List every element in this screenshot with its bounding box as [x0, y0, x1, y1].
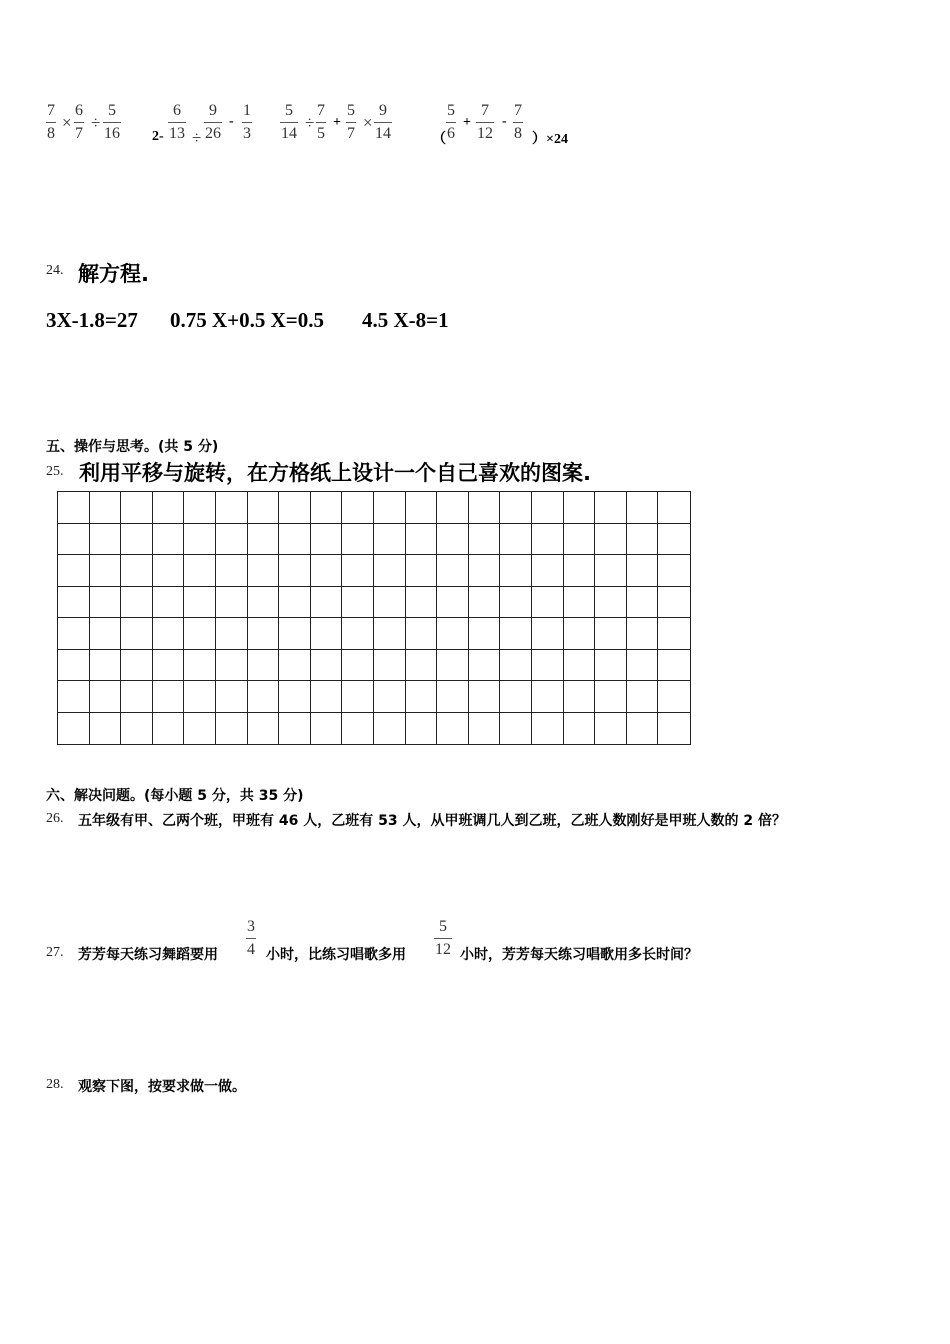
grid-cell: [406, 555, 438, 587]
grid-cell: [216, 650, 248, 682]
grid-cell: [311, 681, 343, 713]
grid-cell: [564, 681, 596, 713]
grid-cell: [279, 681, 311, 713]
grid-cell: [342, 618, 374, 650]
grid-cell: [184, 587, 216, 619]
grid-cell: [374, 681, 406, 713]
section-title: 五、操作与思考。(共 5 分): [46, 439, 219, 455]
grid-cell: [406, 524, 438, 556]
grid-cell: [374, 713, 406, 745]
grid-cell: [595, 587, 627, 619]
grid-cell: [342, 587, 374, 619]
open-paren: （: [432, 132, 446, 147]
grid-cell: [311, 713, 343, 745]
question-text: 观察下图，按要求做一做。: [78, 1079, 246, 1095]
grid-cell: [406, 618, 438, 650]
grid-cell: [374, 587, 406, 619]
question-title: 利用平移与旋转，在方格纸上设计一个自己喜欢的图案.: [79, 461, 591, 485]
grid-cell: [437, 492, 469, 524]
grid-cell: [311, 618, 343, 650]
grid-cell: [564, 650, 596, 682]
grid-cell: [279, 555, 311, 587]
grid-cell: [469, 587, 501, 619]
equation-3: 4.5 X-8=1: [362, 308, 449, 332]
grid-cell: [342, 555, 374, 587]
grid-cell: [342, 492, 374, 524]
question-number: 24.: [46, 263, 64, 278]
fraction: 7 8: [514, 102, 522, 142]
grid-cell: [406, 713, 438, 745]
grid-cell: [532, 650, 564, 682]
grid-cell: [627, 650, 659, 682]
grid-cell: [248, 618, 280, 650]
grid-cell: [595, 650, 627, 682]
grid-cell: [90, 713, 122, 745]
grid-cell: [216, 681, 248, 713]
grid-cell: [658, 713, 690, 745]
grid-cell: [627, 618, 659, 650]
grid-cell: [311, 650, 343, 682]
grid-cell: [532, 555, 564, 587]
grid-cell: [406, 587, 438, 619]
fraction: 3 4: [247, 918, 255, 958]
grid-cell: [469, 492, 501, 524]
grid-cell: [469, 555, 501, 587]
divide-sign: ÷: [91, 113, 101, 132]
grid-cell: [342, 681, 374, 713]
grid-cell: [248, 555, 280, 587]
grid-cell: [216, 555, 248, 587]
grid-cell: [627, 713, 659, 745]
grid-cell: [374, 618, 406, 650]
grid-cell: [153, 587, 185, 619]
grid-cell: [58, 713, 90, 745]
grid-cell: [342, 524, 374, 556]
prefix: 2-: [152, 129, 164, 144]
grid-cell: [437, 681, 469, 713]
grid-cell: [532, 618, 564, 650]
grid-cell: [564, 618, 596, 650]
grid-cell: [153, 524, 185, 556]
plus-sign: +: [333, 115, 341, 130]
grid-cell: [279, 713, 311, 745]
grid-cell: [374, 492, 406, 524]
grid-cell: [658, 587, 690, 619]
grid-cell: [595, 524, 627, 556]
grid-cell: [58, 524, 90, 556]
grid-cell: [58, 492, 90, 524]
question-text: 五年级有甲、乙两个班，甲班有 46 人，乙班有 53 人，从甲班调几人到乙班，乙班人数刚好是甲班人数的 2 倍？: [78, 813, 786, 829]
grid-cell: [121, 618, 153, 650]
grid-cell: [279, 618, 311, 650]
grid-cell: [406, 681, 438, 713]
multiply-sign: ×: [62, 113, 72, 132]
grid-cell: [311, 555, 343, 587]
grid-cell: [58, 618, 90, 650]
grid-cell: [564, 587, 596, 619]
grid-cell: [532, 713, 564, 745]
grid-cell: [437, 650, 469, 682]
close-paren-times-24: ）×24: [532, 132, 568, 147]
grid-cell: [532, 524, 564, 556]
grid-cell: [216, 524, 248, 556]
minus-sign: -: [502, 114, 507, 129]
grid-cell: [469, 524, 501, 556]
fraction: 5 7: [347, 102, 355, 142]
grid-cell: [469, 681, 501, 713]
grid-cell: [153, 555, 185, 587]
grid-cell: [184, 492, 216, 524]
grid-cell: [90, 618, 122, 650]
grid-cell: [311, 524, 343, 556]
fraction: 7 12: [477, 102, 493, 142]
fraction: 5 6: [447, 102, 455, 142]
grid-paper: [57, 491, 691, 745]
grid-cell: [184, 681, 216, 713]
grid-cell: [311, 587, 343, 619]
grid-cell: [627, 524, 659, 556]
grid-cell: [248, 681, 280, 713]
grid-cell: [153, 681, 185, 713]
grid-cell: [58, 555, 90, 587]
fraction: 7 5: [317, 102, 325, 142]
grid-cell: [153, 492, 185, 524]
grid-cell: [184, 524, 216, 556]
grid-cell: [469, 650, 501, 682]
divide-sign: ÷: [305, 113, 315, 132]
grid-cell: [437, 555, 469, 587]
grid-cell: [342, 650, 374, 682]
divide-sign: ÷: [192, 128, 202, 147]
grid-cell: [184, 650, 216, 682]
grid-cell: [121, 681, 153, 713]
question-text-part2: 小时，比练习唱歌多用: [266, 947, 406, 963]
grid-cell: [121, 713, 153, 745]
grid-cell: [121, 587, 153, 619]
grid-cell: [311, 492, 343, 524]
grid-cell: [658, 618, 690, 650]
grid-cell: [58, 681, 90, 713]
grid-cell: [469, 618, 501, 650]
fraction: 5 12: [435, 918, 451, 958]
grid-cell: [500, 681, 532, 713]
grid-cell: [279, 587, 311, 619]
grid-cell: [437, 713, 469, 745]
grid-cell: [500, 587, 532, 619]
equation-1: 3X-1.8=27: [46, 308, 138, 332]
fraction: 9 14: [375, 102, 391, 142]
grid-cell: [500, 492, 532, 524]
grid-cell: [374, 555, 406, 587]
question-title: 解方程.: [78, 262, 149, 286]
grid-cell: [437, 524, 469, 556]
grid-cell: [406, 492, 438, 524]
grid-cell: [595, 618, 627, 650]
grid-cell: [374, 524, 406, 556]
grid-cell: [532, 492, 564, 524]
grid-cell: [248, 492, 280, 524]
grid-cell: [121, 555, 153, 587]
grid-cell: [90, 555, 122, 587]
grid-cell: [184, 555, 216, 587]
grid-cell: [500, 555, 532, 587]
section-title: 六、解决问题。(每小题 5 分，共 35 分): [46, 788, 304, 804]
grid-cell: [90, 681, 122, 713]
grid-cell: [595, 713, 627, 745]
grid-cell: [658, 681, 690, 713]
grid-cell: [500, 524, 532, 556]
grid-cell: [374, 650, 406, 682]
grid-cell: [248, 650, 280, 682]
grid-cell: [658, 492, 690, 524]
grid-cell: [564, 492, 596, 524]
equation-2: 0.75 X+0.5 X=0.5: [170, 308, 325, 332]
grid-cell: [532, 681, 564, 713]
question-number: 26.: [46, 811, 64, 826]
fraction: 1 3: [243, 102, 251, 142]
grid-cell: [627, 555, 659, 587]
grid-cell: [90, 587, 122, 619]
grid-cell: [564, 713, 596, 745]
grid-cell: [248, 587, 280, 619]
fraction: 5 16: [104, 102, 120, 142]
grid-cell: [90, 492, 122, 524]
grid-cell: [627, 587, 659, 619]
grid-cell: [658, 650, 690, 682]
grid-cell: [58, 650, 90, 682]
grid-cell: [500, 713, 532, 745]
grid-cell: [564, 555, 596, 587]
plus-sign: +: [463, 115, 471, 130]
minus-sign: -: [229, 114, 234, 129]
grid-cell: [184, 713, 216, 745]
grid-cell: [216, 492, 248, 524]
fraction: 6 13: [169, 102, 185, 142]
grid-cell: [595, 681, 627, 713]
fraction: 7 8: [47, 102, 55, 142]
grid-cell: [121, 492, 153, 524]
question-text-part1: 芳芳每天练习舞蹈要用: [78, 947, 218, 963]
grid-cell: [279, 650, 311, 682]
grid-cell: [342, 713, 374, 745]
grid-cell: [184, 618, 216, 650]
grid-cell: [595, 555, 627, 587]
grid-cell: [406, 650, 438, 682]
grid-cell: [564, 524, 596, 556]
grid-cell: [248, 713, 280, 745]
grid-cell: [248, 524, 280, 556]
grid-cell: [469, 713, 501, 745]
grid-cell: [500, 650, 532, 682]
grid-cell: [279, 524, 311, 556]
question-number: 27.: [46, 945, 64, 960]
fraction: 6 7: [75, 102, 83, 142]
grid-cell: [216, 618, 248, 650]
grid-cell: [500, 618, 532, 650]
grid-cell: [153, 650, 185, 682]
grid-cell: [437, 618, 469, 650]
grid-cell: [595, 492, 627, 524]
grid-cell: [90, 650, 122, 682]
grid-cell: [627, 681, 659, 713]
grid-cell: [121, 650, 153, 682]
grid-cell: [90, 524, 122, 556]
grid-cell: [627, 492, 659, 524]
question-number: 25.: [46, 464, 64, 479]
question-text-part3: 小时，芳芳每天练习唱歌用多长时间？: [460, 947, 698, 963]
grid-cell: [58, 587, 90, 619]
fraction: 5 14: [281, 102, 297, 142]
multiply-sign: ×: [363, 113, 373, 132]
grid-cell: [437, 587, 469, 619]
fraction: 9 26: [205, 102, 221, 142]
grid-cell: [279, 492, 311, 524]
grid-cell: [216, 587, 248, 619]
grid-cell: [153, 618, 185, 650]
grid-cell: [121, 524, 153, 556]
grid-cell: [658, 524, 690, 556]
grid-cell: [532, 587, 564, 619]
grid-cell: [216, 713, 248, 745]
question-number: 28.: [46, 1077, 64, 1092]
grid-cell: [658, 555, 690, 587]
grid-cell: [153, 713, 185, 745]
